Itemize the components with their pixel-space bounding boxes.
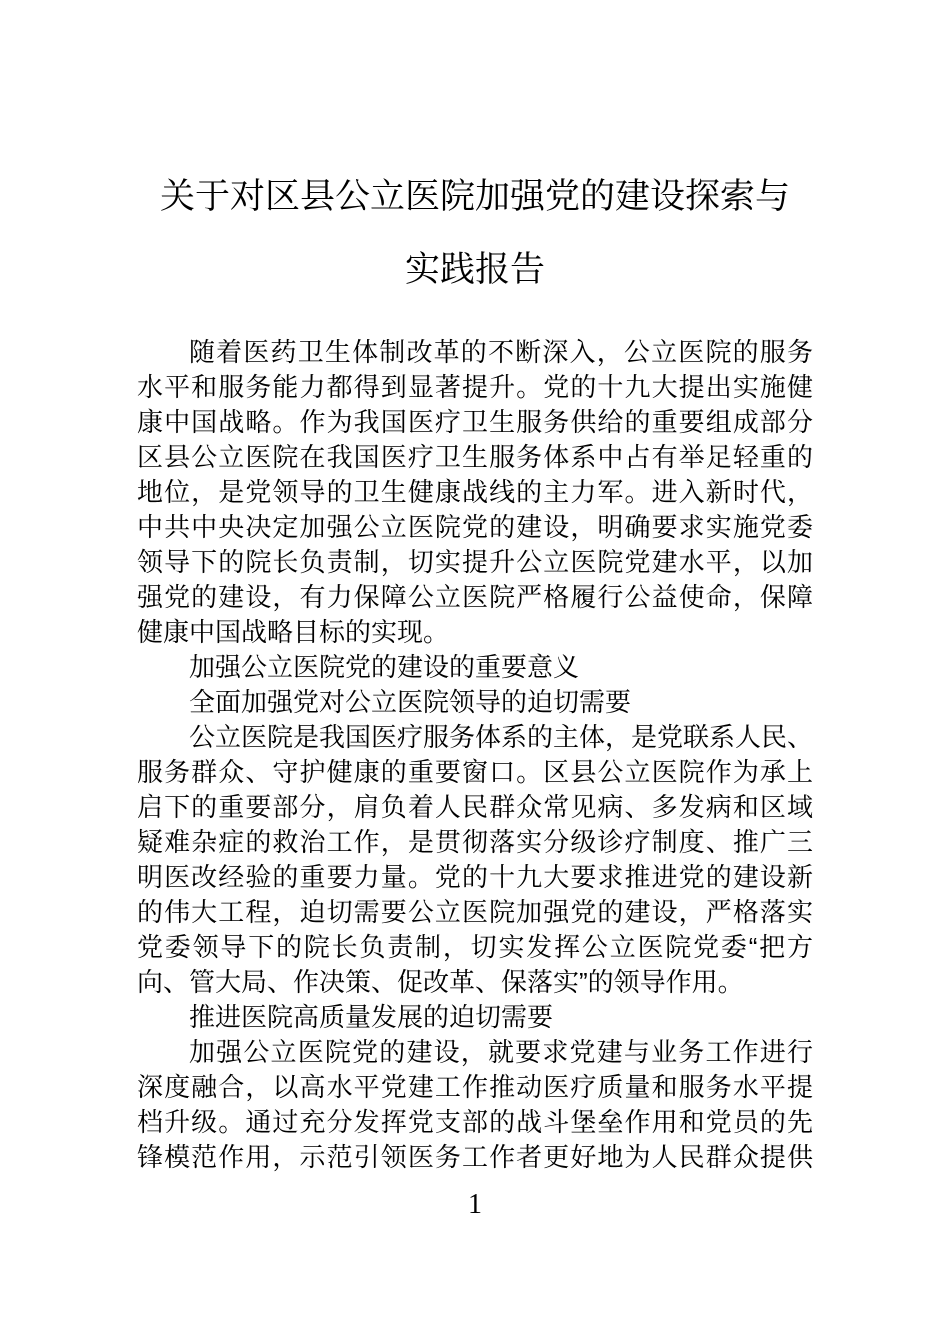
body-line: 启下的重要部分，肩负着人民群众常见病、多发病和区域 xyxy=(137,792,813,822)
body-line: 区县公立医院在我国医疗卫生服务体系中占有举足轻重的 xyxy=(137,442,813,472)
body-line: 水平和服务能力都得到显著提升。党的十九大提出实施健 xyxy=(137,372,813,402)
body-line: 中共中央决定加强公立医院党的建设，明确要求实施党委 xyxy=(137,512,813,542)
page-number: 1 xyxy=(468,1189,482,1220)
body-line: 健康中国战略目标的实现。 xyxy=(137,617,450,647)
title-line-2: 实践报告 xyxy=(404,250,545,289)
document-body xyxy=(137,335,813,1175)
body-line: 公立医院是我国医疗服务体系的主体，是党联系人民、 xyxy=(189,722,814,752)
body-line: 深度融合，以高水平党建工作推动医疗质量和服务水平提 xyxy=(137,1072,813,1102)
body-line: 服务群众、守护健康的重要窗口。区县公立医院作为承上 xyxy=(137,757,813,787)
body-line: 随着医药卫生体制改革的不断深入，公立医院的服务 xyxy=(189,337,813,367)
body-line: 疑难杂症的救治工作，是贯彻落实分级诊疗制度、推广三 xyxy=(137,827,813,857)
title-line-1: 关于对区县公立医院加强党的建设探索与 xyxy=(159,177,790,216)
body-line: 档升级。通过充分发挥党支部的战斗堡垒作用和党员的先 xyxy=(137,1107,813,1137)
body-line: 党委领导下的院长负责制，切实发挥公立医院党委“把方 xyxy=(137,932,813,962)
body-line: 向、管大局、作决策、促改革、保落实”的领导作用。 xyxy=(137,967,744,997)
body-line: 加强公立医院党的建设，就要求党建与业务工作进行 xyxy=(189,1037,813,1067)
body-line: 强党的建设，有力保障公立医院严格履行公益使命，保障 xyxy=(137,582,813,612)
section-heading: 全面加强党对公立医院领导的迫切需要 xyxy=(189,687,632,717)
body-line: 领导下的院长负责制，切实提升公立医院党建水平，以加 xyxy=(137,547,813,577)
document-title xyxy=(137,160,813,306)
body-line: 的伟大工程，迫切需要公立医院加强党的建设，严格落实 xyxy=(137,897,813,927)
body-line: 明医改经验的重要力量。党的十九大要求推进党的建设新 xyxy=(137,862,813,892)
body-line: 地位，是党领导的卫生健康战线的主力军。进入新时代， xyxy=(137,477,813,507)
body-line: 锋模范作用，示范引领医务工作者更好地为人民群众提供 xyxy=(137,1142,813,1172)
body-line: 康中国战略。作为我国医疗卫生服务供给的重要组成部分 xyxy=(137,407,813,437)
section-heading: 推进医院高质量发展的迫切需要 xyxy=(189,1002,554,1032)
section-heading: 加强公立医院党的建设的重要意义 xyxy=(189,652,580,682)
